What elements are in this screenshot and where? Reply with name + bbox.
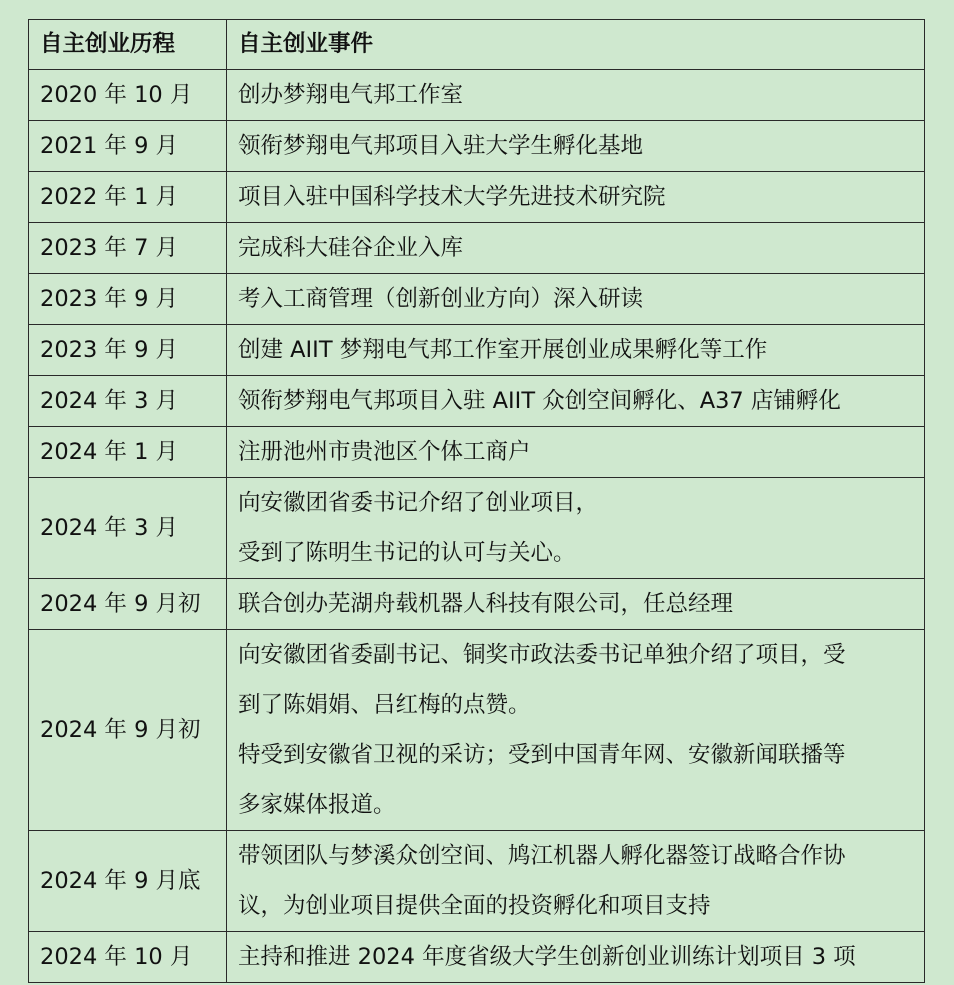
header-events: 自主创业事件 bbox=[227, 20, 925, 70]
event-line: 领衔梦翔电气邦项目入驻 AIIT 众创空间孵化、A37 店铺孵化 bbox=[238, 388, 841, 414]
table-row bbox=[29, 630, 925, 831]
event-line: 向安徽团省委书记介绍了创业项目， bbox=[238, 490, 599, 516]
row-event bbox=[227, 579, 925, 630]
table-body bbox=[29, 70, 925, 983]
table-row bbox=[29, 274, 925, 325]
row-event bbox=[227, 70, 925, 121]
event-line: 注册池州市贵池区个体工商户 bbox=[238, 439, 531, 465]
row-date: 2024 年 9 月初 bbox=[29, 630, 227, 831]
table-header-row bbox=[29, 20, 925, 70]
table-row bbox=[29, 478, 925, 579]
table-row bbox=[29, 579, 925, 630]
row-date: 2024 年 3 月 bbox=[29, 376, 227, 427]
row-event bbox=[227, 427, 925, 478]
event-line: 领衔梦翔电气邦项目入驻大学生孵化基地 bbox=[238, 133, 644, 159]
event-line: 向安徽团省委副书记、铜奖市政法委书记单独介绍了项目，受 bbox=[238, 642, 846, 668]
row-event bbox=[227, 325, 925, 376]
table-row bbox=[29, 70, 925, 121]
row-date: 2024 年 9 月初 bbox=[29, 579, 227, 630]
table-row bbox=[29, 121, 925, 172]
event-line: 完成科大硅谷企业入库 bbox=[238, 235, 464, 261]
table-row bbox=[29, 932, 925, 983]
header-history: 自主创业历程 bbox=[29, 20, 227, 70]
event-line: 多家媒体报道。 bbox=[238, 792, 396, 818]
row-date: 2021 年 9 月 bbox=[29, 121, 227, 172]
table-row bbox=[29, 172, 925, 223]
row-event bbox=[227, 376, 925, 427]
row-event bbox=[227, 121, 925, 172]
row-event bbox=[227, 478, 925, 579]
row-event bbox=[227, 172, 925, 223]
table-row bbox=[29, 223, 925, 274]
event-line: 主持和推进 2024 年度省级大学生创新创业训练计划项目 3 项 bbox=[238, 944, 856, 970]
row-date: 2024 年 10 月 bbox=[29, 932, 227, 983]
event-line: 创建 AIIT 梦翔电气邦工作室开展创业成果孵化等工作 bbox=[238, 337, 768, 363]
event-line: 带领团队与梦溪众创空间、鸠江机器人孵化器签订战略合作协 bbox=[238, 843, 846, 869]
row-date: 2020 年 10 月 bbox=[29, 70, 227, 121]
row-date: 2024 年 3 月 bbox=[29, 478, 227, 579]
event-line: 到了陈娟娟、吕红梅的点赞。 bbox=[238, 692, 531, 718]
table-row bbox=[29, 831, 925, 932]
row-event bbox=[227, 831, 925, 932]
event-line: 议，为创业项目提供全面的投资孵化和项目支持 bbox=[238, 893, 711, 919]
row-event bbox=[227, 223, 925, 274]
event-line: 项目入驻中国科学技术大学先进技术研究院 bbox=[238, 184, 666, 210]
row-date: 2024 年 1 月 bbox=[29, 427, 227, 478]
event-line: 联合创办芜湖舟载机器人科技有限公司，任总经理 bbox=[238, 591, 734, 617]
table-row bbox=[29, 325, 925, 376]
row-date: 2023 年 9 月 bbox=[29, 325, 227, 376]
row-event bbox=[227, 630, 925, 831]
entrepreneurship-timeline-table bbox=[28, 19, 925, 983]
row-date: 2022 年 1 月 bbox=[29, 172, 227, 223]
event-line: 受到了陈明生书记的认可与关心。 bbox=[238, 540, 576, 566]
table-row bbox=[29, 376, 925, 427]
event-line: 考入工商管理（创新创业方向）深入研读 bbox=[238, 286, 644, 312]
row-date: 2023 年 9 月 bbox=[29, 274, 227, 325]
event-line: 特受到安徽省卫视的采访；受到中国青年网、安徽新闻联播等 bbox=[238, 742, 846, 768]
row-date: 2023 年 7 月 bbox=[29, 223, 227, 274]
row-event bbox=[227, 932, 925, 983]
row-date: 2024 年 9 月底 bbox=[29, 831, 227, 932]
event-line: 创办梦翔电气邦工作室 bbox=[238, 82, 464, 108]
row-event bbox=[227, 274, 925, 325]
table-row bbox=[29, 427, 925, 478]
